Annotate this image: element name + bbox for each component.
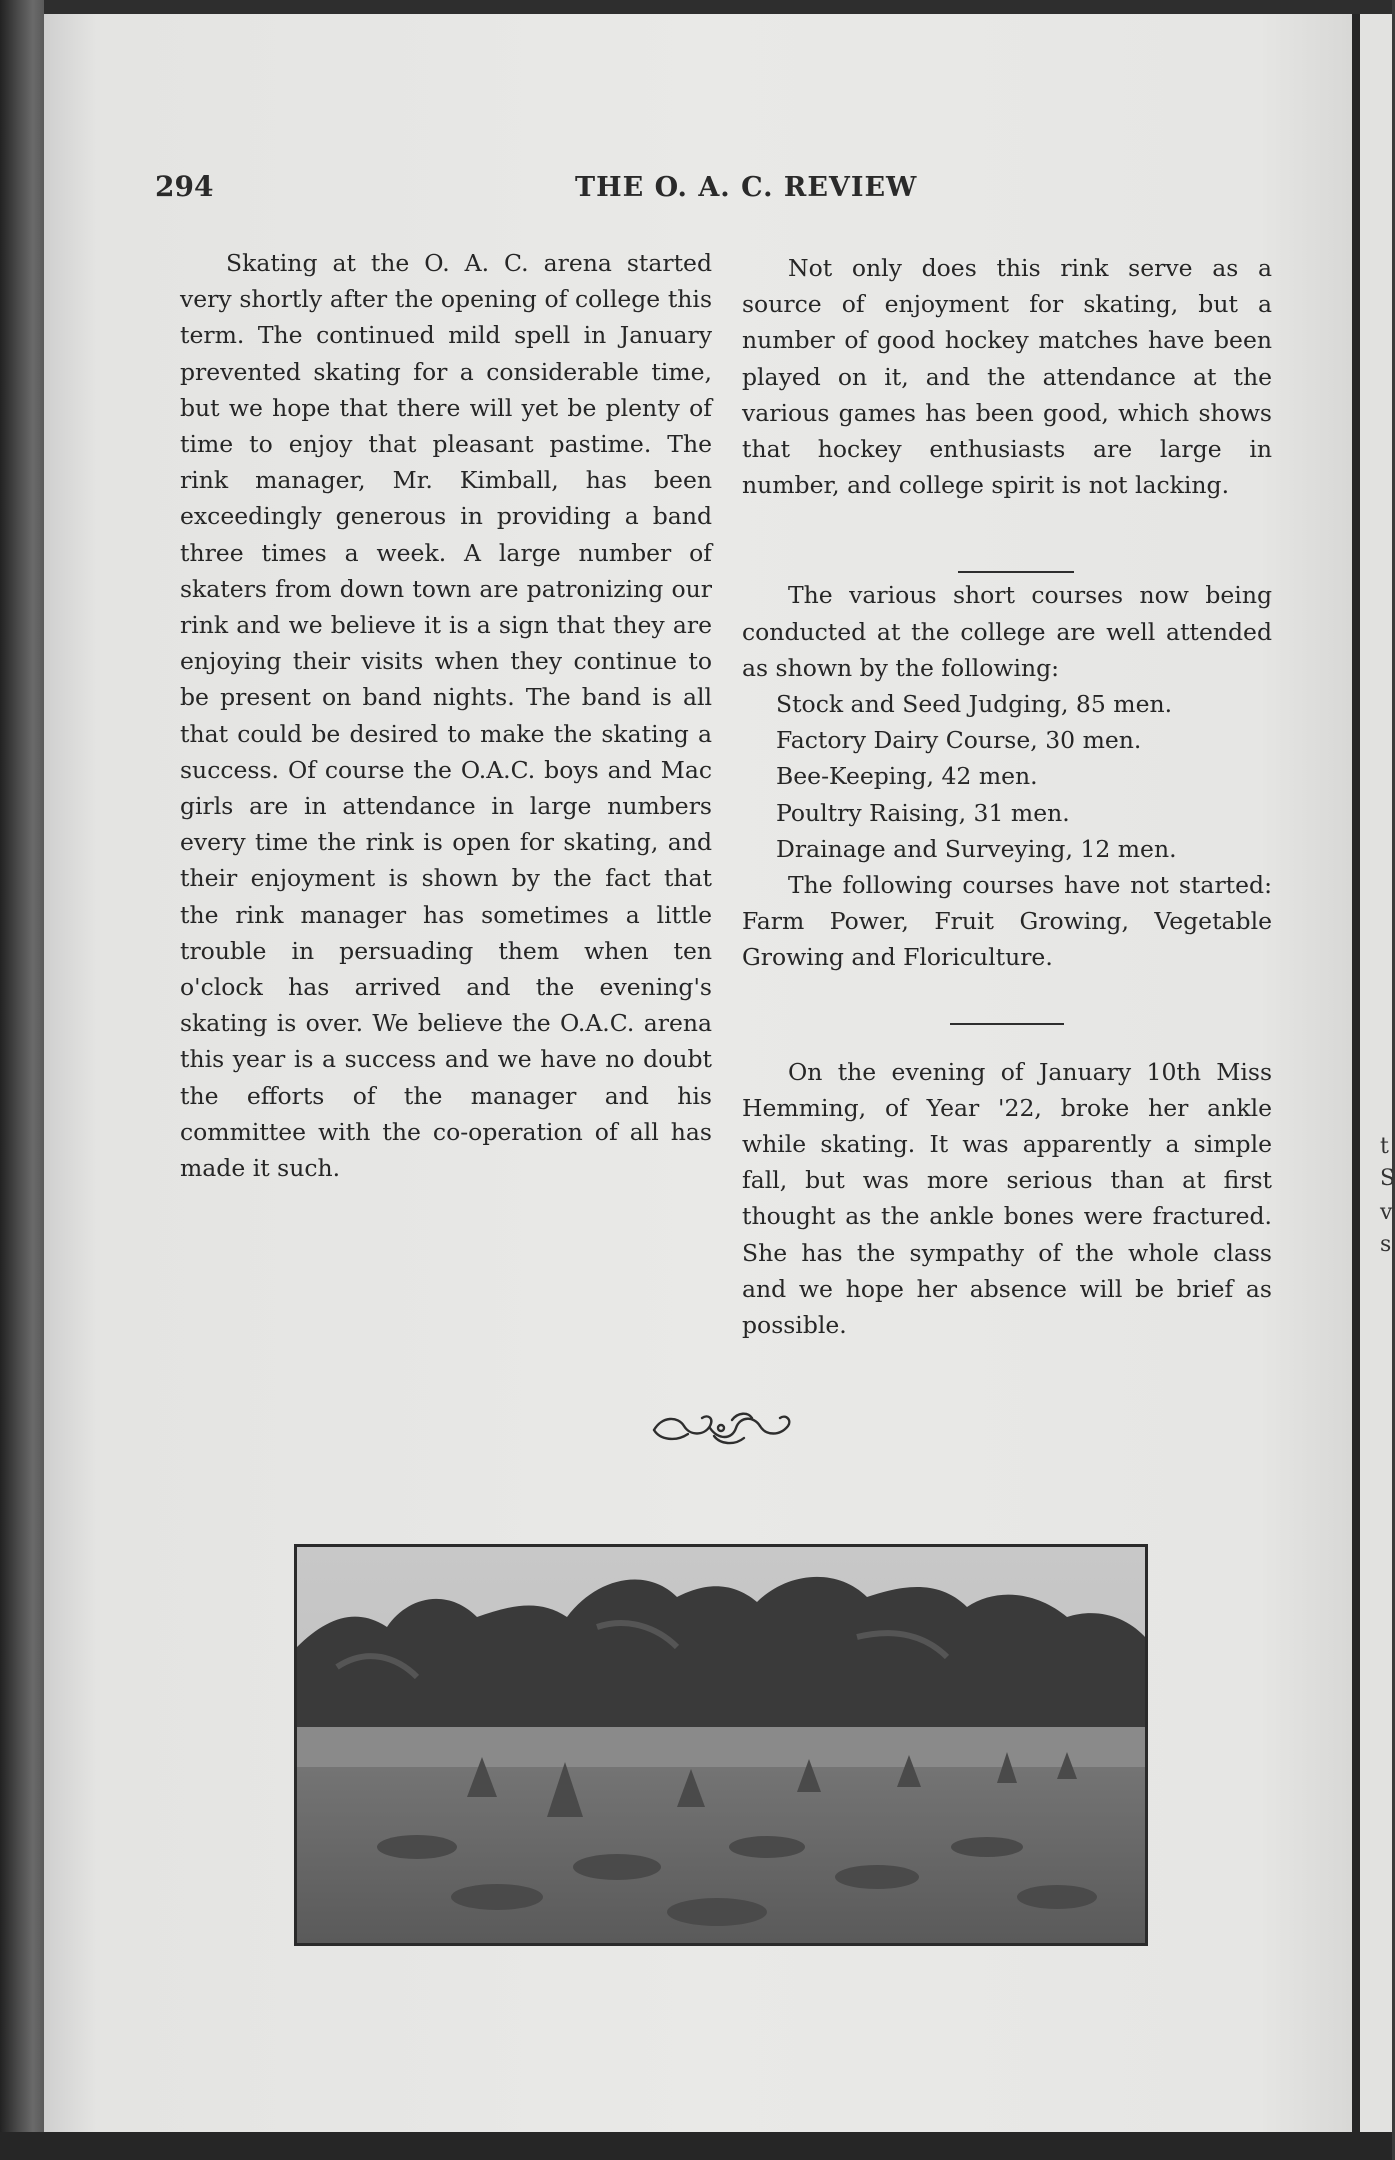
hockey-paragraph: Not only does this rink serve as a source of enjoyment for skating, but a number of good hockey matches have been played on it, and the attendance at the various games has been good, which shows that hockey enthusiasts are large in number, and college spirit is not lacking. — [742, 254, 1272, 500]
course-item: Bee-Keeping, 42 men. — [776, 762, 1038, 791]
course-item: Factory Dairy Course, 30 men. — [776, 726, 1142, 755]
section-spacer — [742, 503, 1272, 577]
next-page-letter: s — [1380, 1232, 1392, 1257]
ornament-flourish-icon — [648, 1406, 794, 1450]
next-page-letter: t — [1380, 1134, 1389, 1159]
section-divider — [950, 1023, 1064, 1025]
running-title: THE O. A. C. REVIEW — [575, 172, 918, 203]
page-header — [155, 170, 935, 210]
next-page-edge — [1360, 14, 1395, 2132]
left-column — [180, 245, 712, 1186]
next-page-letter: v — [1380, 1200, 1393, 1225]
tree-line — [297, 1577, 1145, 1747]
section-spacer — [742, 976, 1272, 1054]
next-page-letter: S — [1380, 1166, 1395, 1191]
skating-paragraph: Skating at the O. A. C. arena started very shortly after the opening of college this term. The continued mild spell in January prevented skating for a considerable time, but we hope that there will yet be plenty of time to enjoy that pleasant pastime. The rink manager, Mr. Kimball, has been exceedingly generous in providing a band three times a week. A large number of skaters from down town are patronizing our rink and we believe it is a sign that they are enjoying their visits when they continue to be present on band nights. The band is all that could be desired to make the skating a success. Of course the O.A.C. boys and Mac girls are in attendance in large numbers every time the rink is open for skating, and their enjoyment is shown by the fact that the rink manager has sometimes a little trouble in persuading them when ten o'clock has arrived and the evening's skating is over. We believe the O.A.C. arena this year is a success and we have no doubt the efforts of the manager and his committee with the co-operation of all has made it such. — [180, 249, 712, 1183]
page-number: 294 — [155, 170, 214, 203]
courses-not-started: The following courses have not started: Farm Power, Fruit Growing, Vegetable Growing and Floriculture. — [742, 871, 1272, 972]
scan-border-top — [0, 0, 1392, 14]
course-item: Stock and Seed Judging, 85 men. — [776, 690, 1173, 719]
book-spine — [0, 0, 44, 2160]
course-item: Poultry Raising, 31 men. — [776, 798, 1070, 827]
right-column — [742, 250, 1272, 1343]
course-item: Drainage and Surveying, 12 men. — [776, 834, 1177, 863]
page-gutter — [1352, 14, 1360, 2132]
section-divider — [958, 571, 1074, 573]
harvest-field-photo — [294, 1544, 1148, 1946]
accident-paragraph: On the evening of January 10th Miss Hemming, of Year '22, broke her ankle while skating. It was apparently a simple fall, but was more serious than at first thought as the ankle bones were fractured. She has the sympathy of the whole class and we hope her absence will be brief as possible. — [742, 1057, 1272, 1340]
scan-border-bottom — [0, 2132, 1392, 2160]
courses-intro: The various short courses now being conducted at the college are well attended as shown by the following: — [742, 581, 1272, 682]
